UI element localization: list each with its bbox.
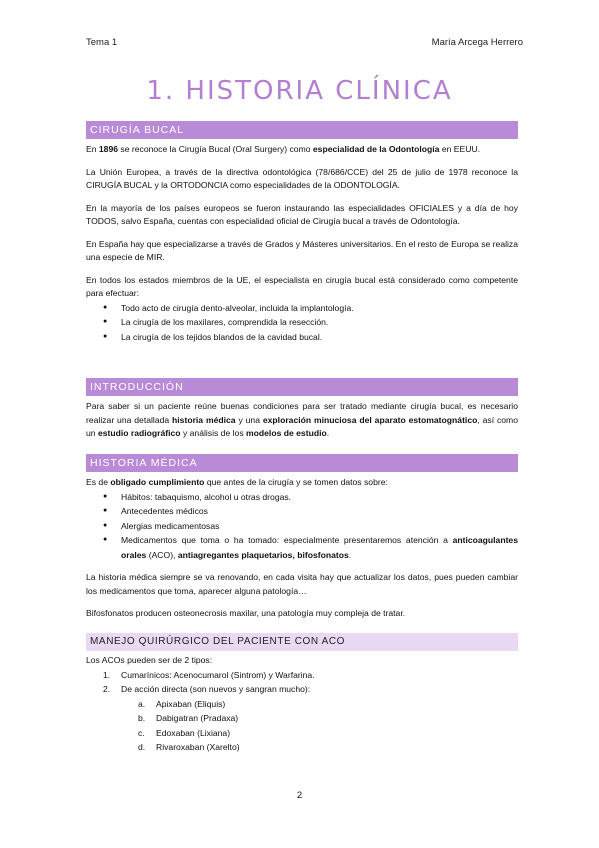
section-historia-medica	[86, 454, 518, 621]
sub-list-item	[121, 726, 518, 741]
bold-text: obligado cumplimiento	[110, 477, 205, 487]
sub-list-item	[121, 697, 518, 712]
list-marker: 2.	[103, 684, 111, 694]
list-text: Dabigatran (Pradaxa)	[156, 713, 239, 723]
list-marker: a.	[138, 698, 146, 709]
paragraph	[86, 476, 518, 490]
list-marker: b.	[138, 713, 146, 723]
section-cirugia-bucal	[86, 121, 518, 344]
header-author: María Arcega Herrero	[431, 37, 523, 48]
list-text: Edoxaban (Lixiana)	[156, 727, 231, 738]
section-heading: HISTORIA MÉDICA	[86, 454, 518, 472]
paragraph: En la mayoría de los países europeos se fueron instaurando las especialidades OFICIALES y a día de hoy TODOS, salvo España, cuentas con especialidad oficial de Cirugía bucal a través de Odontología.	[86, 202, 518, 226]
text-run: .	[348, 549, 352, 560]
bold-text: exploración minuciosa del aparato estomatognático	[262, 414, 478, 425]
sub-list	[121, 697, 518, 755]
paragraph: Bifosfonatos producen osteonecrosis maxilar, una patología muy compleja de tratar.	[86, 608, 406, 618]
paragraph	[86, 143, 518, 157]
page-title: 1. HISTORIA CLÍNICA	[146, 76, 453, 106]
list-text: De acción directa (son nuevos y sangran mucho):	[121, 684, 311, 694]
list-item: ● La cirugía de los tejidos blandos de la cavidad bucal.	[86, 330, 518, 345]
list-item: ● Antecedentes médicos	[86, 504, 518, 519]
text-run: .	[326, 428, 330, 438]
section-introduccion	[86, 378, 518, 441]
section-manejo-aco	[86, 633, 518, 755]
text-run: y una	[235, 414, 263, 425]
text-run: , así como un	[86, 414, 518, 438]
list-item	[86, 668, 518, 683]
list-item	[86, 533, 518, 562]
sub-list-item	[121, 711, 518, 726]
bullet-list	[86, 301, 518, 345]
bold-text: estudio radiográfico	[97, 428, 181, 438]
list-marker: c.	[138, 727, 145, 738]
list-marker: 1.	[103, 669, 111, 680]
text-run: Para saber si un paciente reúne buenas condiciones para ser tratado mediante cirugía bucal, es necesario realizar una detallada	[86, 401, 518, 425]
paragraph	[86, 400, 518, 441]
text-run: Es de	[86, 477, 111, 487]
page-number: 2	[296, 790, 303, 801]
list-marker: d.	[138, 742, 146, 752]
paragraph: En España hay que especializarse a través de Grados y Másteres universitarios. En el resto de Europa se realiza una especie de MIR.	[86, 238, 518, 262]
text-run: (ACO),	[146, 549, 178, 560]
bold-text: antiagregantes plaquetarios, bifosfonatos	[177, 549, 349, 560]
numbered-list	[86, 668, 518, 755]
text-run: y análisis de los	[180, 428, 247, 438]
list-item: ● Todo acto de cirugía dento-alveolar, incluida la implantología.	[86, 301, 518, 316]
section-heading: CIRUGÍA BUCAL	[86, 121, 518, 139]
paragraph: En todos los estados miembros de la UE, el especialista en cirugía bucal está considerado como competente para efectuar:	[86, 274, 518, 298]
list-text: Cumarínicos: Acenocumarol (Sintrom) y Warfarina.	[121, 669, 315, 680]
list-item: ● Alergias medicamentosas	[86, 519, 518, 534]
list-item: ● La cirugía de los maxilares, comprendida la resección.	[86, 315, 518, 330]
section-heading: INTRODUCCIÓN	[86, 378, 518, 396]
text-run: en EEUU.	[439, 144, 481, 154]
text-run: En	[86, 144, 99, 154]
paragraph: La historia médica siempre se va renovando, en cada visita hay que actualizar los datos, pues pueden cambiar los medicamentos que toma, aparecer alguna patología…	[86, 572, 518, 596]
subsection-heading: MANEJO QUIRÚRGICO DEL PACIENTE CON ACO	[86, 633, 518, 651]
text-run: que antes de la cirugía y se tomen datos sobre:	[204, 477, 388, 487]
list-text: Rivaroxaban (Xarelto)	[156, 742, 240, 752]
paragraph: Los ACOs pueden ser de 2 tipos:	[86, 655, 213, 665]
bold-text: anticoagulantes orales	[121, 535, 518, 560]
bold-text: modelos de estudio	[246, 428, 327, 438]
text-run: se reconoce la Cirugía Bucal (Oral Surgery) como	[118, 144, 313, 154]
text-run: Medicamentos que toma o ha tomado: especialmente presentaremos atención a	[121, 535, 453, 545]
header-topic: Tema 1	[86, 37, 118, 48]
bold-text: historia médica	[172, 414, 236, 425]
sub-list-item	[121, 740, 518, 755]
list-item: ● Hábitos: tabaquismo, alcohol u otras drogas.	[86, 490, 518, 505]
paragraph: La Unión Europea, a través de la directiva odontológica (78/686/CCE) del 25 de julio de 1978 reconoce la CIRUGÍA BUCAL y la ORTODONCIA como especialidades de la ODONTOLOGÍA.	[86, 166, 518, 190]
list-item	[86, 682, 518, 755]
list-text: Apixaban (Eliquis)	[156, 698, 226, 709]
bold-text: 1896	[98, 144, 119, 154]
bold-text: especialidad de la Odontología	[312, 144, 440, 154]
bullet-list	[86, 490, 518, 563]
